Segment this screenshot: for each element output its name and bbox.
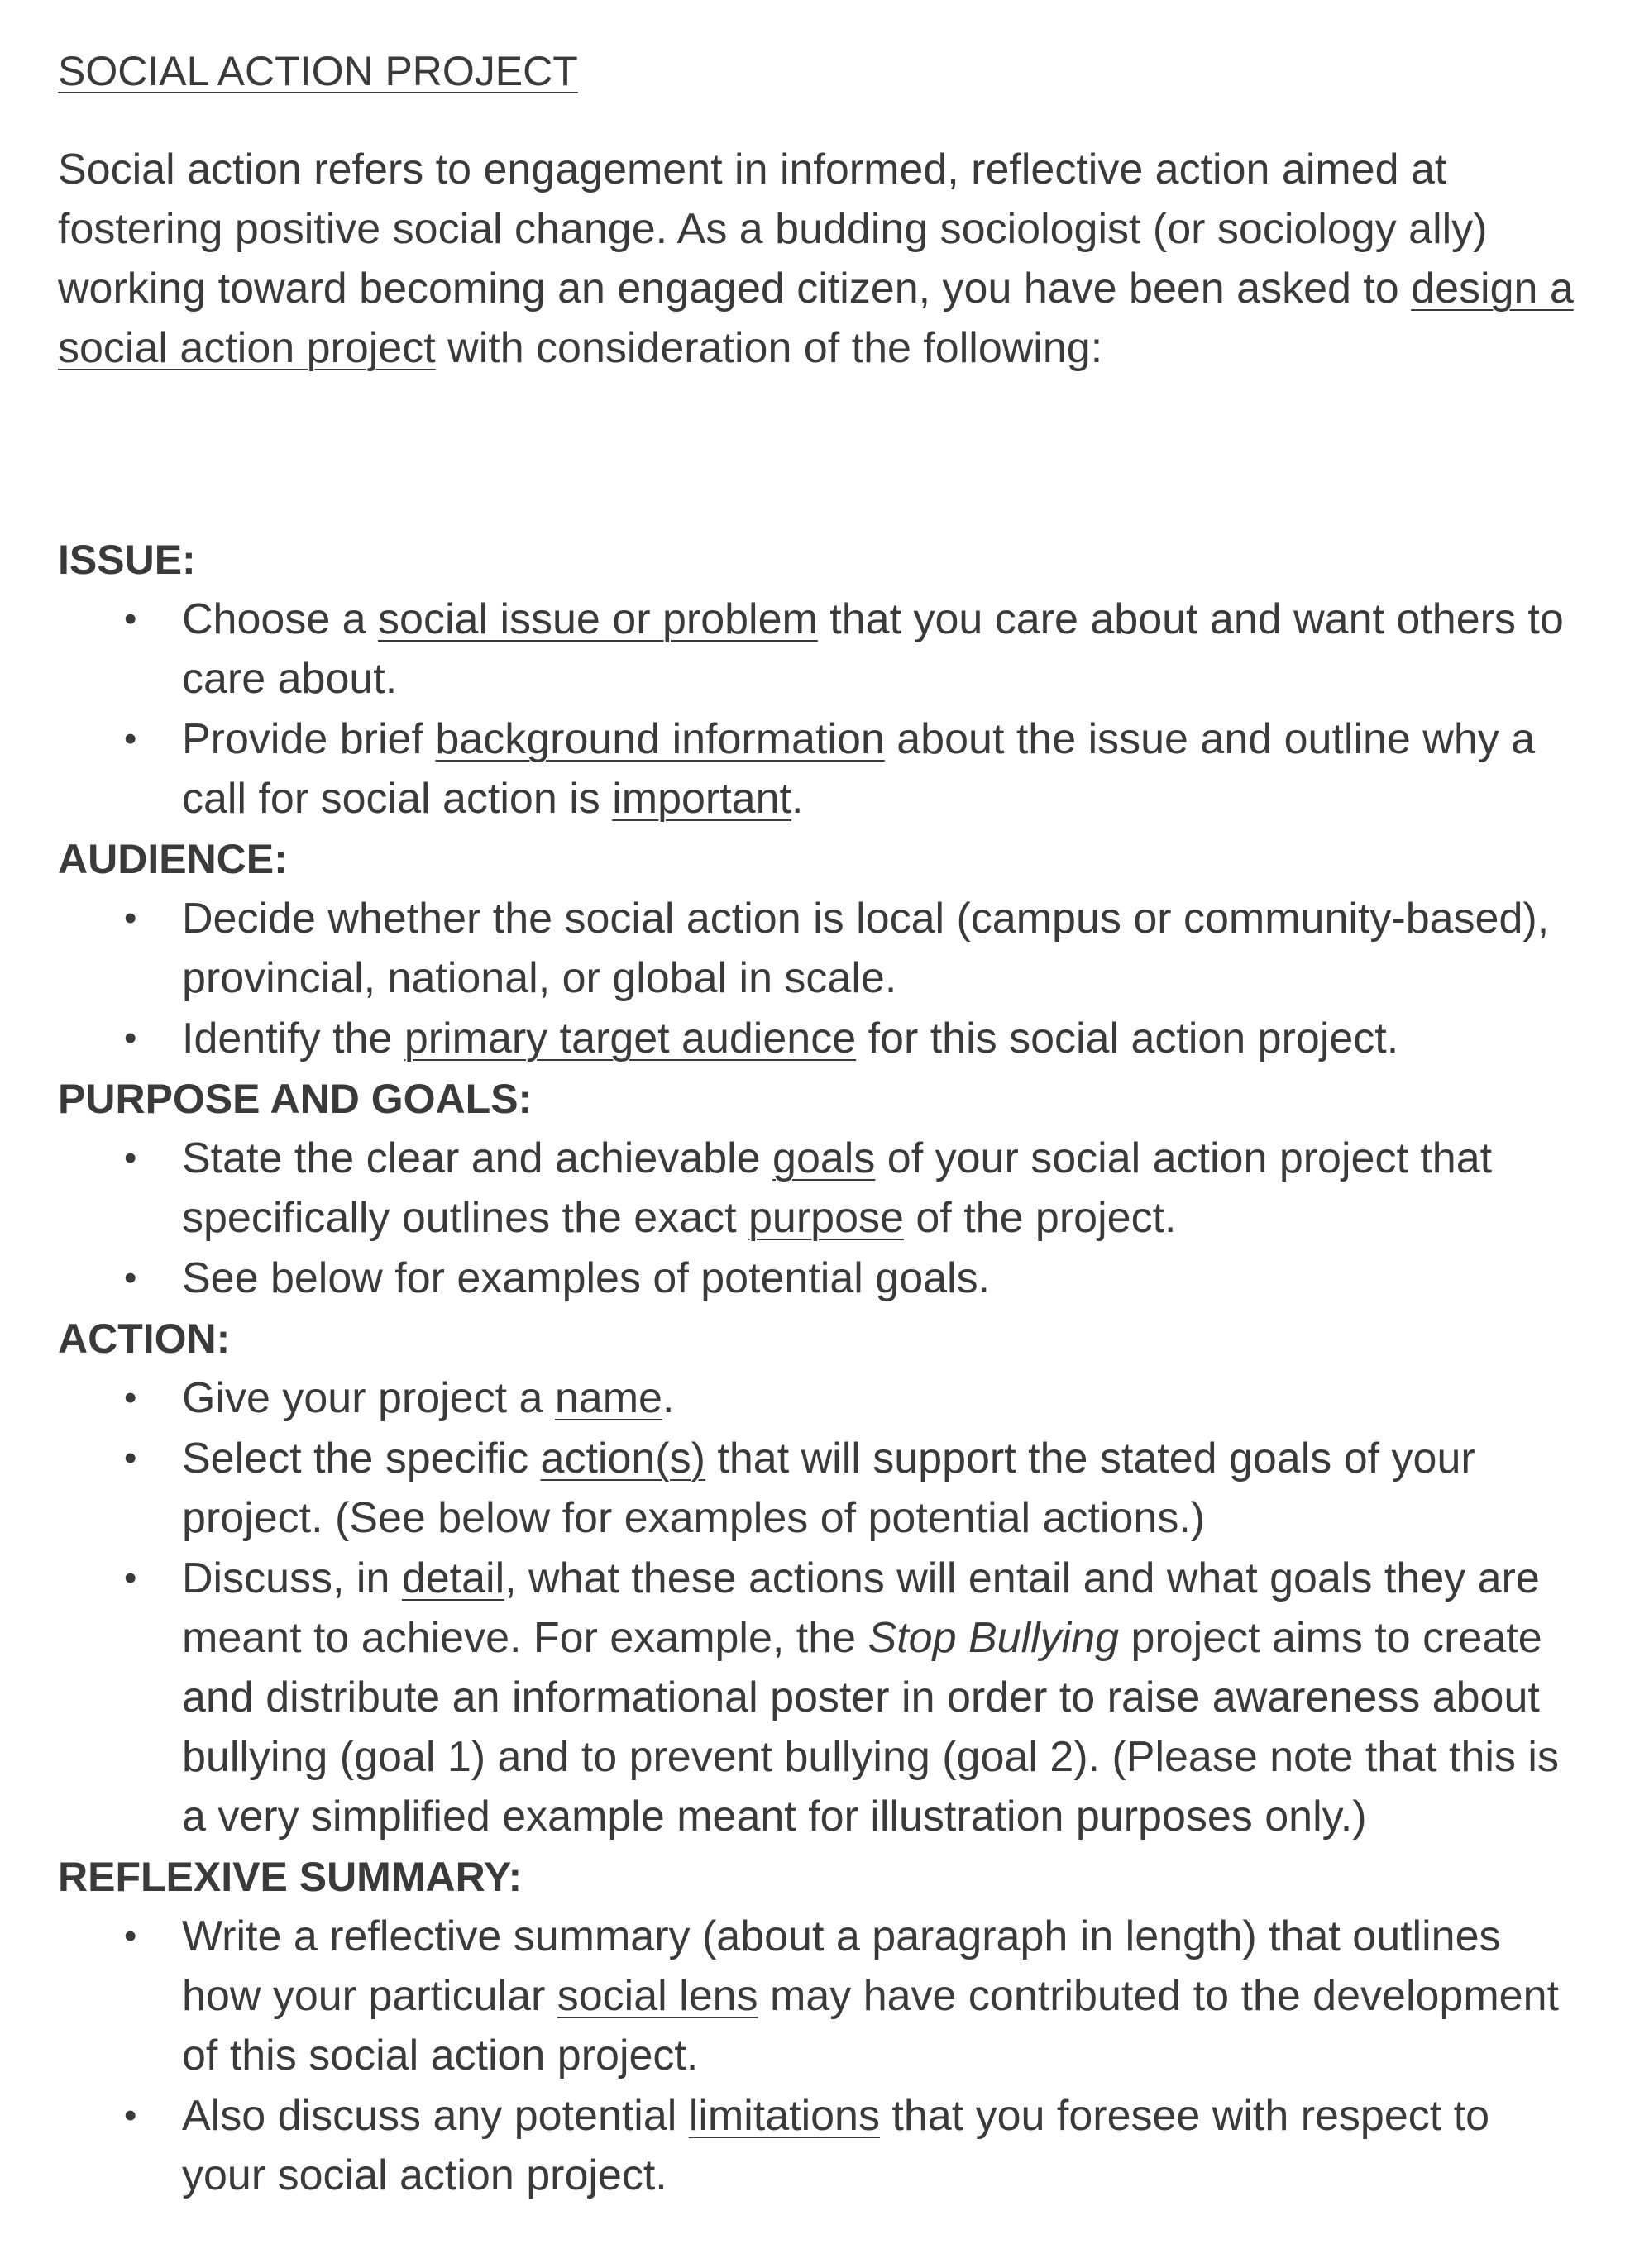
list-item: [58, 1368, 1580, 1428]
intro-text-1: Social action refers to engagement in informed, reflective action aimed at fostering positive social change. As a budding sociologist (or sociology ally) working toward becoming an engaged citizen, you have been asked to: [58, 146, 1488, 313]
underlined-term: action(s): [540, 1435, 705, 1483]
underlined-term: important: [612, 775, 791, 823]
text-run: Give your project a: [182, 1374, 555, 1422]
text-run: , what these actions will entail and what goals they are meant to achieve. For example, the: [182, 1554, 1540, 1662]
list-item: [58, 1549, 1580, 1846]
intro-text-2: with consideration of the following:: [435, 324, 1103, 372]
reflexive-bullet-list: [58, 1907, 1580, 2205]
list-item: [58, 1009, 1580, 1068]
text-run: about the issue and outline why a call for social action is: [182, 715, 1536, 823]
list-item: [58, 590, 1580, 709]
action-bullet-list: [58, 1368, 1580, 1846]
text-run: project aims to create and distribute an informational poster in order to raise awareness about bullying (goal 1) and to prevent bullying (goal 2). (Please note that this is a very simplified example meant for illustration purposes only.): [182, 1614, 1559, 1841]
page-title: SOCIAL ACTION PROJECT: [58, 48, 578, 94]
list-item: [58, 1249, 1580, 1308]
list-item: [58, 1129, 1580, 1248]
text-run: .: [662, 1374, 675, 1422]
underlined-term: social issue or problem: [378, 595, 818, 643]
list-item: [58, 889, 1580, 1008]
text-run: .: [791, 775, 804, 823]
issue-bullet-list: [58, 590, 1580, 828]
text-run: Choose a: [182, 595, 379, 643]
underlined-term: detail: [401, 1554, 505, 1602]
list-item: [58, 1907, 1580, 2085]
section-heading-purpose: PURPOSE AND GOALS:: [58, 1076, 533, 1122]
section-heading-issue: ISSUE:: [58, 537, 196, 583]
text-run: Write a reflective summary (about a paragraph in length) that outlines how your particular: [182, 1912, 1501, 2020]
text-run: Decide whether the social action is local (campus or community-based), provincial, national, or global in scale.: [182, 895, 1550, 1002]
underlined-term: background information: [435, 715, 885, 763]
purpose-bullet-list: [58, 1129, 1580, 1308]
underlined-term: limitations: [688, 2092, 880, 2140]
intro-underlined-phrase: design a social action project: [58, 265, 1574, 372]
text-run: See below for examples of potential goals.: [182, 1254, 991, 1302]
text-run: that you care about and want others to care about.: [182, 595, 1564, 703]
bullet-icon: •: [124, 599, 137, 639]
text-run: of the project.: [903, 1194, 1177, 1242]
list-item: [58, 2086, 1580, 2205]
audience-bullet-list: [58, 889, 1580, 1068]
underlined-term: primary target audience: [404, 1015, 857, 1062]
underlined-term: purpose: [748, 1194, 904, 1242]
list-item: [58, 709, 1580, 828]
text-run: of your social action project that specifically outlines the exact: [182, 1134, 1493, 1242]
section-heading-reflexive-summary: REFLEXIVE SUMMARY:: [58, 1854, 523, 1900]
list-item: [58, 1429, 1580, 1548]
text-run: may have contributed to the development of this social action project.: [182, 1972, 1559, 2079]
bullet-icon: •: [124, 1018, 137, 1058]
underlined-term: name: [554, 1374, 662, 1422]
text-run: Identify the: [182, 1015, 404, 1062]
italic-project-name: Stop Bullying: [868, 1614, 1120, 1662]
text-run: Discuss, in: [182, 1554, 402, 1602]
bullet-icon: •: [124, 1258, 137, 1298]
intro-paragraph: [58, 140, 1580, 378]
bullet-icon: •: [124, 719, 137, 759]
text-run: Select the specific: [182, 1435, 541, 1483]
bullet-icon: •: [124, 898, 137, 938]
text-run: Provide brief: [182, 715, 436, 763]
section-heading-audience: AUDIENCE:: [58, 836, 288, 882]
bullet-icon: •: [124, 1138, 137, 1178]
text-run: that you foresee with respect to your social action project.: [182, 2092, 1490, 2199]
text-run: Also discuss any potential: [182, 2092, 689, 2140]
bullet-icon: •: [124, 1378, 137, 1418]
document-page: [58, 41, 1580, 2206]
underlined-term: social lens: [557, 1972, 758, 2020]
bullet-icon: •: [124, 2095, 137, 2136]
text-run: that will support the stated goals of your project. (See below for examples of potential actions.): [182, 1435, 1475, 1542]
underlined-term: goals: [772, 1134, 876, 1182]
section-heading-action: ACTION:: [58, 1315, 231, 1362]
text-run: for this social action project.: [856, 1015, 1399, 1062]
bullet-icon: •: [124, 1558, 137, 1598]
text-run: State the clear and achievable: [182, 1134, 773, 1182]
bullet-icon: •: [124, 1916, 137, 1956]
bullet-icon: •: [124, 1438, 137, 1478]
